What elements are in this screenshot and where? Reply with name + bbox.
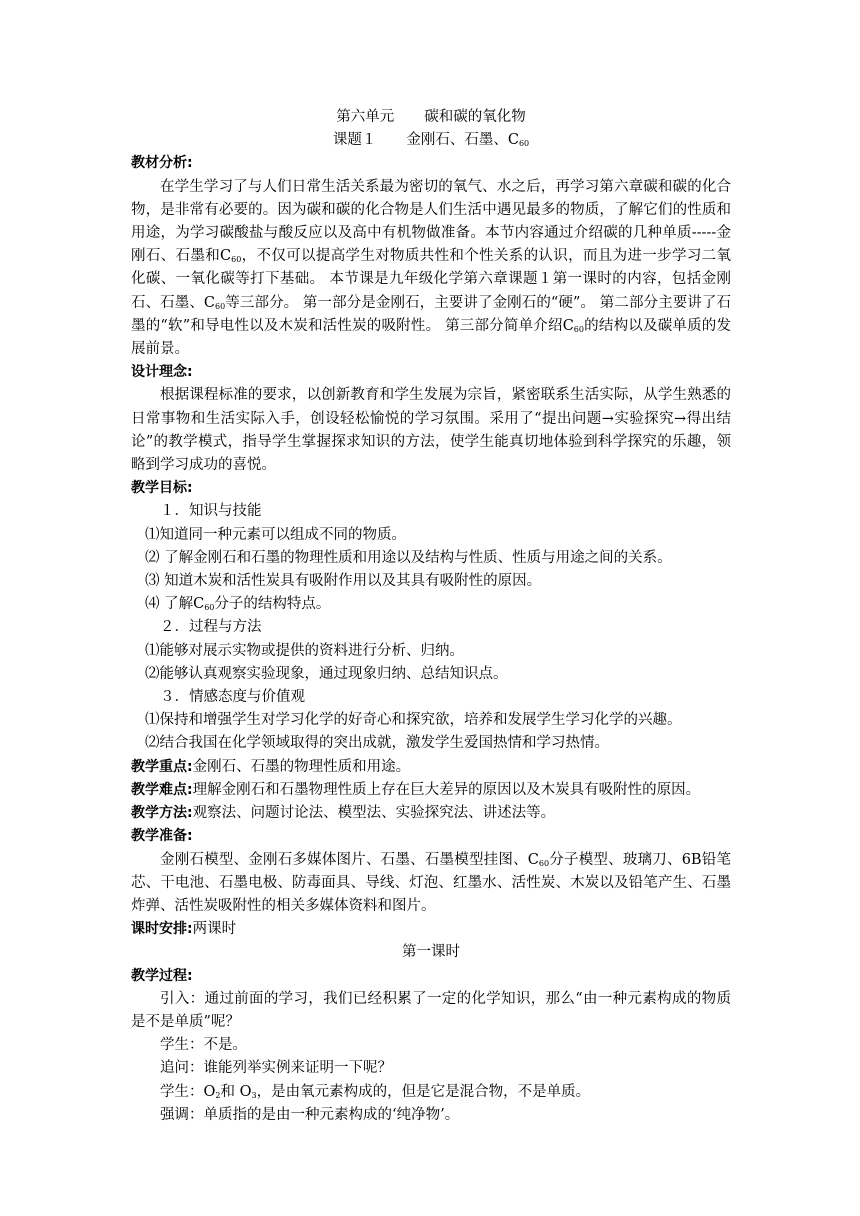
goal3-item: ⑵结合我国在化学领域取得的突出成就，激发学生爱国热情和学习热情。: [145, 735, 609, 752]
analysis-paragraph: [131, 176, 731, 362]
schedule-label: 课时安排:: [131, 921, 193, 938]
lesson-name-subscript: 60: [518, 139, 530, 149]
lesson-number: 课题１: [332, 132, 377, 149]
goal1-item4-tail: 分子的结构特点。: [214, 596, 331, 613]
prep-text: 金刚石模型、金刚石多媒体图片、石墨、石墨模型挂图、C: [160, 851, 539, 868]
goal1-item: ⑵ 了解金刚石和石墨的物理性质和用途以及结构与性质、性质与用途之间的关系。: [145, 549, 672, 566]
prep-heading: 教学准备:: [131, 828, 193, 845]
lesson-title: [131, 129, 731, 152]
prep-paragraph: [131, 849, 731, 919]
key-points: [131, 756, 731, 779]
difficulties: [131, 779, 731, 802]
process-student-answer: 学生：不是。: [160, 1037, 247, 1054]
methods-text: 观察法、问题讨论法、模型法、实验探究法、讲述法等。: [192, 805, 556, 822]
difficulties-text: 理解金刚石和石墨物理性质上存在巨大差异的原因以及木炭具有吸附性的原因。: [192, 781, 701, 798]
analysis-sub-3: 60: [573, 324, 584, 334]
analysis-heading: 教材分析:: [131, 155, 193, 172]
process-heading: 教学过程:: [131, 967, 193, 984]
lesson-name: 金刚石、石墨、C: [406, 132, 519, 149]
goal2-item: ⑴能够对展示实物或提供的资料进行分析、归纳。: [145, 642, 464, 659]
design-heading: 设计理念:: [131, 364, 193, 381]
analysis-sub-2: 60: [215, 301, 226, 311]
analysis-text-4: 的结构以及碳单质的发展前景。: [131, 317, 732, 358]
goal1-title: １．知识与技能: [160, 503, 262, 520]
key-points-label: 教学重点:: [131, 758, 193, 775]
student-example-mid: 和 O: [220, 1083, 252, 1100]
goal1-item: ⑶ 知道木炭和活性炭具有吸附作用以及其具有吸附性的原因。: [145, 573, 542, 590]
analysis-sub-1: 60: [231, 255, 242, 265]
student-example-tail: ，是由氧元素构成的，但是它是混合物，不是单质。: [256, 1083, 591, 1100]
methods-label: 教学方法:: [131, 805, 193, 822]
o3-subscript: 3: [251, 1090, 257, 1100]
student-example-text: 学生：O: [160, 1083, 216, 1100]
goal1-item: [131, 593, 731, 616]
key-points-text: 金刚石、石墨的物理性质和用途。: [192, 758, 411, 775]
period-title: 第一课时: [402, 944, 460, 961]
design-paragraph: 根据课程标准的要求，以创新教育和学生发展为宗旨，紧密联系生活实际，从学生熟悉的日常事物和生活实际入手，创设轻松愉悦的学习氛围。采用了“提出问题→实验探究→得出结论”的教学模式，指导学生掌握探求知识的方法，使学生能真切地体验到科学探究的乐趣，领略到学习成功的喜悦。: [131, 387, 731, 474]
methods: [131, 802, 731, 825]
process-emphasis: 强调：单质指的是由一种元素构成的‘纯净物’。: [160, 1106, 460, 1123]
prep-text-tail: 分子模型、玻璃刀、6B铅笔芯、干电池、石墨电极、防毒面具、导线、灯泡、红墨水、活性炭、木炭以及铅笔产生、石墨炸弹、活性炭吸附性的相关多媒体资料和图片。: [131, 851, 731, 914]
analysis-text-2: ，不仅可以提高学生对物质共性和个性关系的认识，而且为进一步学习二氧化碳、一氧化碳等打下基础。 本节课是九年级化学第六章课题１第一课时的内容，包括金刚石、石墨、C: [131, 248, 731, 311]
goal1-item: ⑴知道同一种元素可以组成不同的物质。: [145, 526, 406, 543]
goal2-title: ２．过程与方法: [160, 619, 262, 636]
difficulties-label: 教学难点:: [131, 781, 193, 798]
process-student-example: [131, 1081, 731, 1104]
document-body: [131, 106, 731, 1127]
schedule: [131, 918, 731, 941]
goal1-item4-subscript: 60: [204, 603, 215, 613]
schedule-text: 两课时: [192, 921, 237, 938]
goals-heading: 教学目标:: [131, 480, 193, 497]
process-intro: 引入：通过前面的学习，我们已经积累了一定的化学知识，那么“由一种元素构成的物质是不是单质”呢？: [131, 990, 731, 1030]
analysis-text-3: 等三部分。 第一部分是金刚石，主要讲了金刚石的“硬”。 第二部分主要讲了石墨的“软”和导电性以及木炭和活性炭的吸附性。 第三部分简单介绍C: [131, 294, 731, 334]
goal2-item: ⑵能够认真观察实验现象，通过现象归纳、总结知识点。: [145, 665, 508, 682]
unit-number: 第六单元: [336, 109, 395, 125]
unit-title: [131, 106, 731, 129]
goal3-item: ⑴保持和增强学生对学习化学的好奇心和探究欲，培养和发展学生学习化学的兴趣。: [145, 712, 682, 729]
prep-subscript: 60: [538, 858, 550, 868]
analysis-text-1: 在学生学习了与人们日常生活关系最为密切的氧气、水之后，再学习第六章碳和碳的化合物，是非常有必要的。因为碳和碳的化合物是人们生活中遇见最多的物质，了解它们的性质和用途，为学习碳酸盐与酸反应以及高中有机物做准备。本节内容通过介绍碳的几种单质-----金刚石、石墨和C: [131, 178, 731, 265]
goal3-title: ３．情感态度与价值观: [160, 689, 305, 706]
goal1-item4-text: ⑷ 了解C: [145, 596, 205, 613]
unit-name: 碳和碳的氧化物: [424, 109, 526, 125]
o2-subscript: 2: [215, 1090, 221, 1100]
process-followup: 追问：谁能列举实例来证明一下呢？: [160, 1060, 392, 1077]
